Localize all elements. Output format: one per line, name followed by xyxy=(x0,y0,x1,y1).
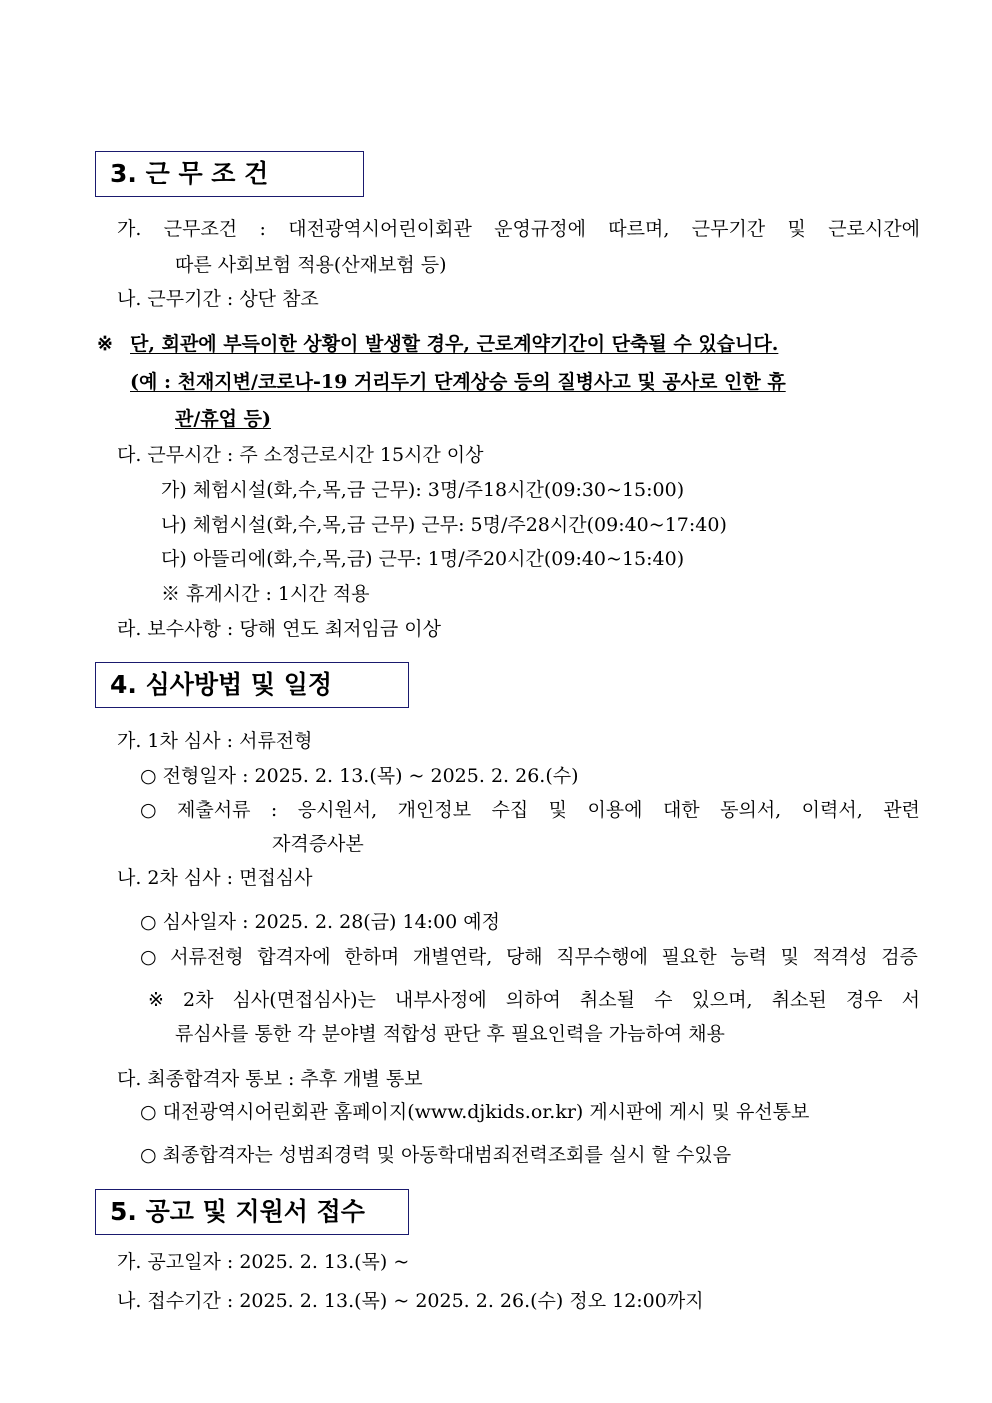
section-4-heading xyxy=(95,662,409,708)
sec3-ga-line1: 가. 근무조건 : 대전광역시어린이회관 운영규정에 따르며, 근무기간 및 근로시간에 xyxy=(117,218,920,240)
sec3-note-line3: 관/휴업 등) xyxy=(175,408,271,430)
sec3-ra: 라. 보수사항 : 당해 연도 최저임금 이상 xyxy=(117,618,441,640)
sec3-na: 나. 근무기간 : 상단 참조 xyxy=(117,288,319,310)
sec4-ga-item-1: ○ 전형일자 : 2025. 2. 13.(목) ~ 2025. 2. 26.(수) xyxy=(140,765,579,787)
section-3-title: 3. 근 무 조 건 xyxy=(110,159,269,188)
sec4-ga-item-2-line1: ○ 제출서류 : 응시원서, 개인정보 수집 및 이용에 대한 동의서, 이력서, 관련 xyxy=(140,799,920,821)
sec3-da: 다. 근무시간 : 주 소정근로시간 15시간 이상 xyxy=(117,444,484,466)
section-5-title: 5. 공고 및 지원서 접수 xyxy=(110,1197,365,1226)
sec3-da-item-1: 가) 체험시설(화,수,목,금 근무): 3명/주18시간(09:30~15:00) xyxy=(161,479,685,501)
sec3-note-line1: 단, 회관에 부득이한 상황이 발생할 경우, 근로계약기간이 단축될 수 있습니다. xyxy=(130,333,779,355)
sec3-note-mark: ※ xyxy=(97,333,113,355)
sec4-na-note-line2: 류심사를 통한 각 분야별 적합성 판단 후 필요인력을 가늠하여 채용 xyxy=(175,1023,725,1045)
section-3-heading xyxy=(95,151,364,197)
section-4-title: 4. 심사방법 및 일정 xyxy=(110,670,333,699)
sec4-ga: 가. 1차 심사 : 서류전형 xyxy=(117,730,313,752)
sec5-ga: 가. 공고일자 : 2025. 2. 13.(목) ~ xyxy=(117,1251,410,1273)
sec4-na: 나. 2차 심사 : 면접심사 xyxy=(117,867,313,889)
sec4-na-item-1: ○ 심사일자 : 2025. 2. 28(금) 14:00 예정 xyxy=(140,911,501,933)
sec4-da-item-2: ○ 최종합격자는 성범죄경력 및 아동학대범죄전력조회를 실시 할 수있음 xyxy=(140,1144,732,1166)
sec3-da-item-2: 나) 체험시설(화,수,목,금 근무) 근무: 5명/주28시간(09:40~17:40) xyxy=(161,514,727,536)
sec4-na-item-2: ○ 서류전형 합격자에 한하며 개별연락, 당해 직무수행에 필요한 능력 및 적격성 검증 xyxy=(140,946,918,968)
sec4-ga-item-2-line2: 자격증사본 xyxy=(272,833,364,855)
sec5-na: 나. 접수기간 : 2025. 2. 13.(목) ~ 2025. 2. 26.(수) 정오 12:00까지 xyxy=(117,1290,704,1312)
sec4-da-item-1: ○ 대전광역시어린회관 홈페이지(www.djkids.or.kr) 게시판에 게시 및 유선통보 xyxy=(140,1101,810,1123)
sec3-da-item-3: 다) 아뜰리에(화,수,목,금) 근무: 1명/주20시간(09:40~15:40) xyxy=(161,548,685,570)
sec4-na-note-line1: ※ 2차 심사(면접심사)는 내부사정에 의하여 취소될 수 있으며, 취소된 경우 서 xyxy=(148,989,920,1011)
section-5-heading xyxy=(95,1189,409,1235)
sec3-ga-line2: 따른 사회보험 적용(산재보험 등) xyxy=(175,254,447,276)
sec3-note-line2: (예 : 천재지변/코로나-19 거리두기 단계상승 등의 질병사고 및 공사로 인한 휴 xyxy=(130,371,786,393)
sec4-da: 다. 최종합격자 통보 : 추후 개별 통보 xyxy=(117,1068,423,1090)
sec3-da-item-4: ※ 휴게시간 : 1시간 적용 xyxy=(161,583,370,605)
